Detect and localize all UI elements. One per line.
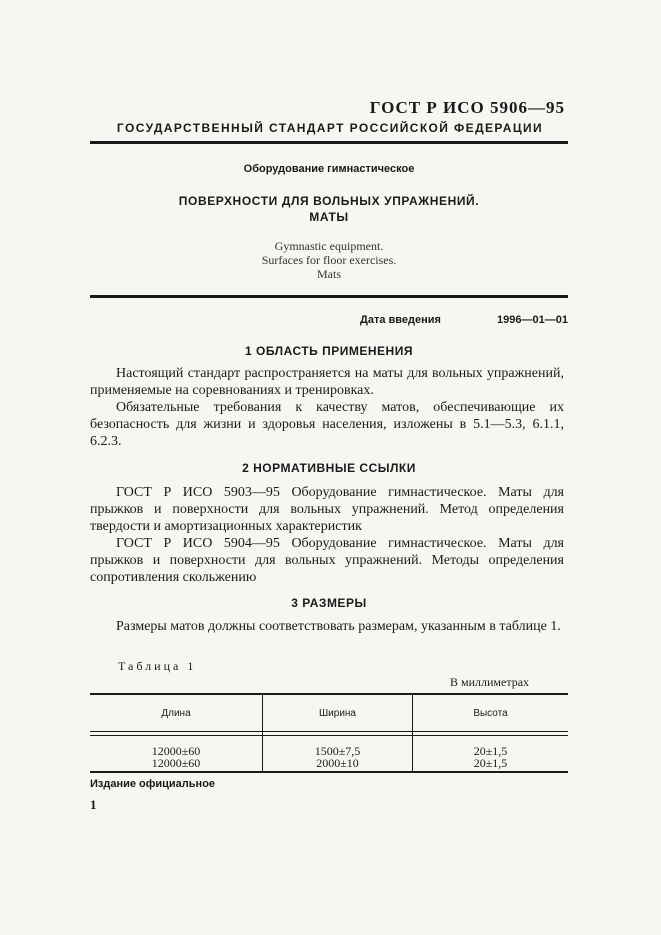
english-title [90,239,568,281]
table-cell: 1500±7,5 [314,744,361,758]
standard-title: ГОСУДАРСТВЕННЫЙ СТАНДАРТ РОССИЙСКОЙ ФЕДЕРАЦИИ [116,121,544,135]
document-number: ГОСТ Р ИСО 5906—95 [369,98,565,117]
title-line-2: МАТЫ [309,210,349,224]
document-title [90,193,568,225]
section-1-heading: 1 ОБЛАСТЬ ПРИМЕНЕНИЯ [245,344,413,358]
section-1-paragraph-2: Обязательные требования к качеству матов, обеспечивающие их безопасность для жизни и здоровья населения, изложены в 5.1—5.3, 6.1.1, 6.2.3. [90,400,564,449]
section-3-body [90,618,564,635]
title-rule [90,295,568,298]
table-cell: 20±1,5 [473,756,508,770]
header-rule [90,141,568,144]
table-header-height: Высота [473,708,508,719]
section-2-paragraph-2: ГОСТ Р ИСО 5904—95 Оборудование гимнастическое. Маты для прыжков и поверхности для вольных упражнений. Методы определения сопротивления скольжению [90,536,564,585]
table-header-rule-2 [90,735,568,736]
table-cell: 12000±60 [151,744,201,758]
table-bottom-rule [90,771,568,773]
table-cell: 2000±10 [316,756,359,770]
introduction-date-value: 1996—01—01 [497,314,568,326]
official-edition-note: Издание официальное [90,778,216,790]
table-label: Таблица 1 [118,659,197,673]
english-title-line-3: Mats [317,267,341,281]
introduction-date [360,314,568,326]
page-number: 1 [90,797,97,812]
section-3-heading: 3 РАЗМЕРЫ [291,596,367,610]
section-1-body [90,365,564,450]
english-title-line-1: Gymnastic equipment. [274,239,384,253]
table-cell: 12000±60 [151,756,201,770]
table-units: В миллиметрах [450,675,530,689]
section-2-body [90,484,564,586]
section-3-paragraph-1: Размеры матов должны соответствовать размерам, указанным в таблице 1. [116,619,561,634]
table-header-width: Ширина [319,708,356,719]
table-top-rule [90,693,568,695]
title-line-1: ПОВЕРХНОСТИ ДЛЯ ВОЛЬНЫХ УПРАЖНЕНИЙ. [178,194,480,208]
section-2-heading: 2 НОРМАТИВНЫЕ ССЫЛКИ [242,461,416,475]
table-header-length: Длина [161,708,191,719]
document-subject: Оборудование гимнастическое [243,163,415,175]
section-2-paragraph-1: ГОСТ Р ИСО 5903—95 Оборудование гимнастическое. Маты для прыжков и поверхности для вольных упражнений. Метод определения твердости и амортизационных характеристик [90,485,564,534]
table-cell: 20±1,5 [473,744,508,758]
table-header-rule [90,731,568,732]
introduction-date-label: Дата введения [360,314,441,326]
section-1-paragraph-1: Настоящий стандарт распространяется на маты для вольных упражнений, применяемые на соревнованиях и тренировках. [90,366,564,398]
english-title-line-2: Surfaces for floor exercises. [261,253,397,267]
